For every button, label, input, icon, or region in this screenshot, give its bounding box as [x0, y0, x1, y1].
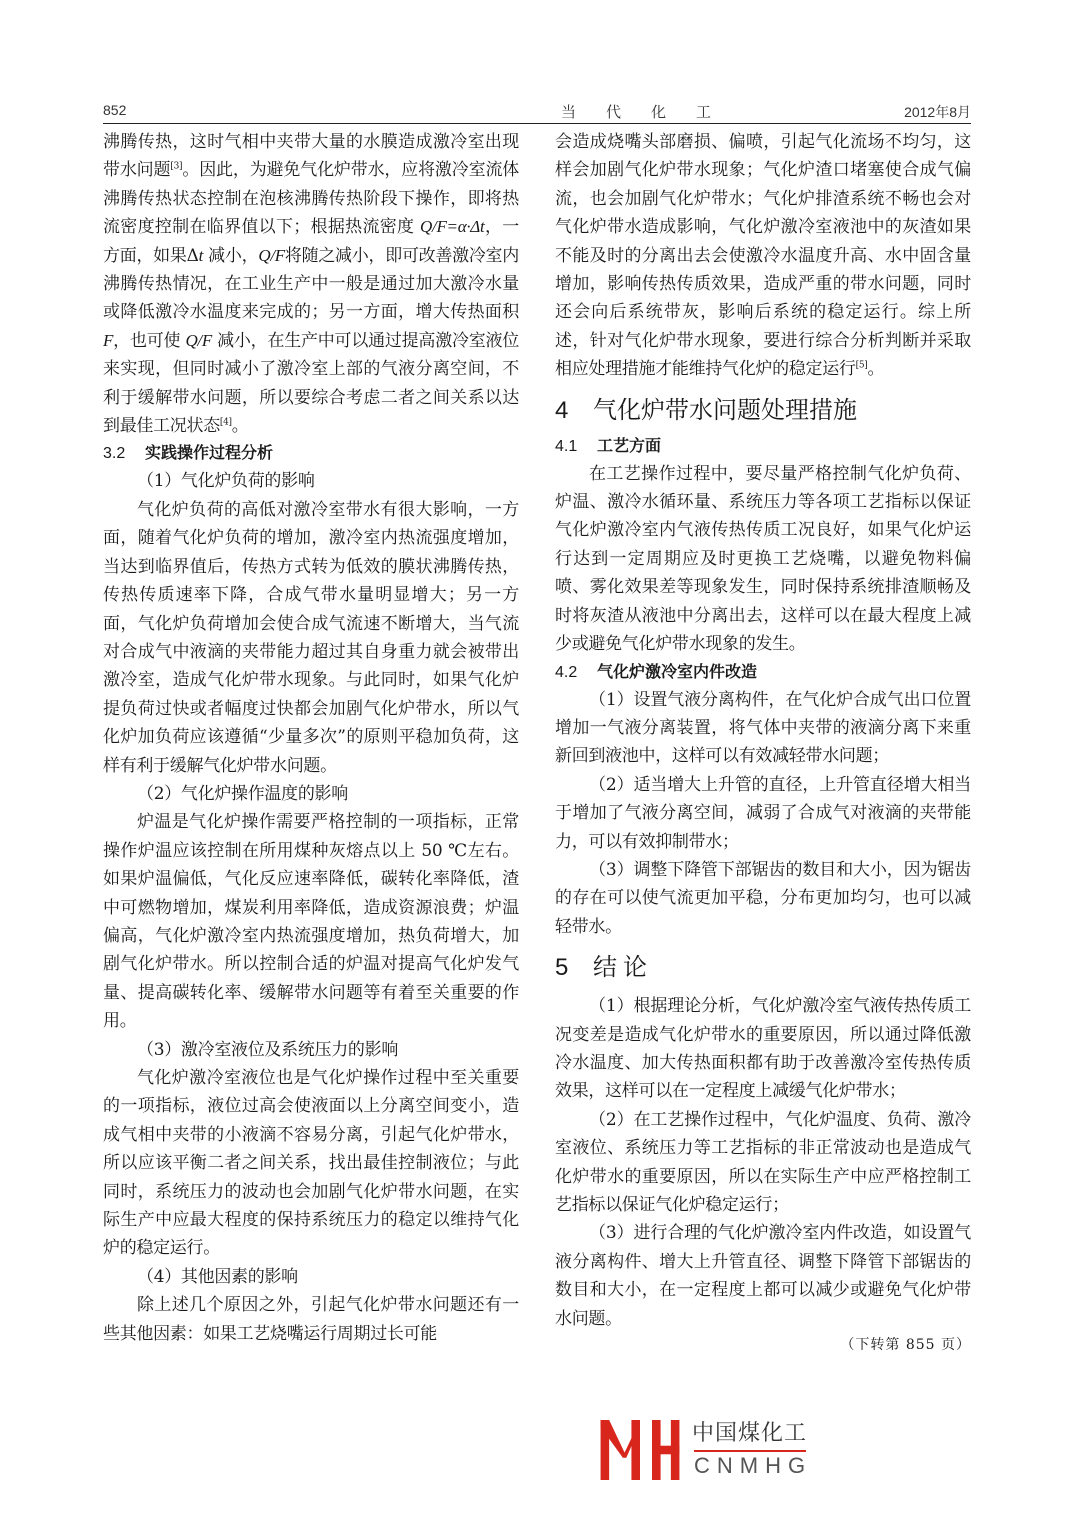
section-number: 4: [555, 396, 569, 424]
subheading: （3）激冷室液位及系统压力的影响: [137, 1039, 399, 1060]
section-number: 4.1: [555, 437, 578, 455]
page-number: 852: [103, 102, 127, 118]
section-title: 工艺方面: [597, 437, 662, 455]
section-title: 结论: [593, 953, 653, 982]
subheading: （1）气化炉负荷的影响: [137, 471, 315, 492]
section-number: 3.2: [103, 445, 126, 463]
text: 将随之减小，即可改善激冷室内沸腾传热情况，在工业生产中一般是通过加大激冷水量或降低激冷水温度来完成的；另一方面，增大传热面积: [103, 245, 519, 323]
list-item: （2）适当增大上升管的直径，上升管直径增大相当于增加了气液分离空间，减弱了合成气对液滴的夹带能力，可以有效抑制带水；: [555, 774, 971, 852]
text: 沸腾传热，这时气相中夹带大量的水膜造成激冷室出现带水问题: [103, 132, 519, 181]
issue-date: 2012年8月: [904, 104, 971, 120]
variable-qf: Q/F: [258, 245, 285, 265]
paragraph: [103, 128, 519, 440]
text: 。因此，为避免气化炉带水，应将激冷室流体沸腾传热状态控制在泡核沸腾传热阶段下操作，即将热流密度控制在临界值以下；根据热流密度: [103, 160, 519, 238]
section-number: 5: [555, 954, 575, 982]
right-column: [555, 128, 971, 1357]
watermark-en-text: CNMHG: [694, 1453, 813, 1478]
text: ，也可使: [113, 330, 186, 351]
variable-t: t: [198, 245, 204, 265]
continued-note-line: [555, 1333, 971, 1357]
list-item: （2）在工艺操作过程中，气化炉温度、负荷、激冷室液位、系统压力等工艺指标的非正常波动也是造成气化炉带水的重要原因，所以在实际生产中应严格控制工艺指标以保证气化炉稳定运行；: [555, 1109, 971, 1215]
paragraph: 气化炉激冷室液位也是气化炉操作过程中至关重要的一项指标，液位过高会使液面以上分离空间变小，造成气相中夹带的小液滴不容易分离，引起气化炉带水，所以应该平衡二者之间关系，找出最佳控制液位；与此同时，系统压力的波动也会加剧气化炉带水问题，在实际生产中应最大程度的保持系统压力的稳定以维持气化炉的稳定运行。: [103, 1068, 519, 1259]
list-item: （1）根据理论分析，气化炉激冷室气液传热传质工况变差是造成气化炉带水的重要原因，所以通过降低激冷水温度、加大传热面积都有助于改善激冷室传热传质效果，这样可以在一定程度上减缓气化炉带水；: [555, 996, 971, 1102]
text: 减小，在生产中可以通过提高激冷室液位来实现，但同时减小了激冷室上部的气液分离空间，不利于缓解带水问题，所以要综合考虑二者之间关系以达到最佳工况状态: [103, 330, 519, 437]
variable-qf: Q/F: [185, 330, 212, 350]
paragraph: 气化炉负荷的高低对激冷室带水有很大影响，一方面，随着气化炉负荷的增加，激冷室内热流强度增加，当达到临界值后，传热方式转为低效的膜状沸腾传热，传热传质速率下降，合成气带水量明显增大；另一方面，气化炉负荷增加会使合成气流速不断增大，当气流对合成气中液滴的夹带能力超过其自身重力就会被带出激冷室，造成气化炉带水现象。与此同时，如果气化炉提负荷过快或者幅度过快都会加剧气化炉带水，所以气化炉加负荷应该遵循“少量多次”的原则平稳加负荷，这样有利于缓解气化炉带水问题。: [103, 499, 519, 776]
list-item: （3）调整下降管下部锯齿的数目和大小，因为锯齿的存在可以使气流更加平稳，分布更加均匀，也可以减轻带水。: [555, 859, 971, 937]
text: 。: [867, 359, 885, 380]
citation[interactable]: [3]: [170, 161, 183, 172]
paragraph: 炉温是气化炉操作需要严格控制的一项指标，正常操作炉温应该控制在所用煤种灰熔点以上 50 ℃左右。如果炉温偏低，气化反应速率降低，碳转化率降低，渣中可燃物增加，煤炭利用率降低，造成资源浪费；炉温偏高，气化炉激冷室内热流强度增加，热负荷增大，加剧气化炉带水。所以控制合适的炉温对提高气化炉发气量、提高碳转化率、缓解带水问题等有着至关重要的作用。: [103, 812, 519, 1032]
section-number: 4.2: [555, 663, 578, 681]
section-heading-5: [555, 951, 971, 984]
mh-logo-icon: [600, 1420, 680, 1480]
watermark-cn-text: 中国煤化工: [692, 1421, 808, 1446]
text: 。: [231, 416, 249, 437]
text: 减小，: [203, 245, 259, 266]
citation[interactable]: [5]: [855, 360, 868, 371]
section-heading-4-1: [555, 433, 971, 460]
formula: Q/F=α·Δt: [420, 217, 485, 237]
text: 会造成烧嘴头部磨损、偏喷，引起气化流场不均匀，这样会加剧气化炉带水现象；气化炉渣口堵塞使合成气偏流，也会加剧气化炉带水；气化炉排渣系统不畅也会对气化炉带水造成影响，气化炉激冷室液池中的灰渣如果不能及时的分离出去会使激冷水温度升高、水中固含量增加，影响传热传质效果，造成严重的带水问题，同时还会向后系统带灰，影响后系统的稳定运行。综上所述，针对气化炉带水现象，要进行综合分析判断并采取相应处理措施才能维持气化炉的稳定运行: [555, 132, 971, 380]
variable-f: F: [103, 330, 114, 350]
list-item: （3）进行合理的气化炉激冷室内件改造，如设置气液分离构件、增大上升管直径、调整下降管下部锯齿的数目和大小，在一定程度上都可以减少或避免气化炉带水问题。: [555, 1223, 971, 1329]
section-title: 气化炉带水问题处理措施: [593, 395, 857, 424]
section-heading-4-2: [555, 659, 971, 686]
paragraph: 在工艺操作过程中，要尽量严格控制气化炉负荷、炉温、激冷水循环量、系统压力等各项工艺指标以保证气化炉激冷室内气液传热传质工况良好，如果气化炉运行达到一定周期应及时更换工艺烧嘴，以避免物料偏喷、雾化效果差等现象发生，同时保持系统排渣顺畅及时将灰渣从液池中分离出去，这样可以在最大程度上减少或避免气化炉带水现象的发生。: [555, 463, 971, 655]
paragraph: 除上述几个原因之外，引起气化炉带水问题还有一些其他因素：如果工艺烧嘴运行周期过长可能: [103, 1295, 519, 1344]
watermark-divider: [694, 1450, 806, 1452]
left-column: [103, 128, 519, 1348]
citation[interactable]: [4]: [219, 417, 232, 428]
section-title: 气化炉激冷室内件改造: [597, 663, 758, 681]
subheading: （4）其他因素的影响: [137, 1266, 298, 1287]
watermark-logo: [600, 1420, 850, 1484]
header-rule: [103, 123, 971, 124]
journal-title: 当代化工: [561, 104, 742, 121]
running-header: [103, 100, 971, 122]
text: ，一方面，如果Δ: [103, 217, 519, 266]
paragraph: [555, 128, 971, 384]
logo-stroke: [652, 1446, 679, 1455]
section-title: 实践操作过程分析: [145, 445, 274, 463]
continued-note[interactable]: （下转第 855 页）: [840, 1337, 971, 1354]
subheading: （2）气化炉操作温度的影响: [137, 783, 348, 804]
section-heading-3-2: [103, 440, 519, 467]
list-item: （1）设置气液分离构件，在气化炉合成气出口位置增加一气液分离装置，将气体中夹带的液滴分离下来重新回到液池中，这样可以有效减轻带水问题；: [555, 689, 971, 767]
section-heading-4: [555, 394, 971, 427]
